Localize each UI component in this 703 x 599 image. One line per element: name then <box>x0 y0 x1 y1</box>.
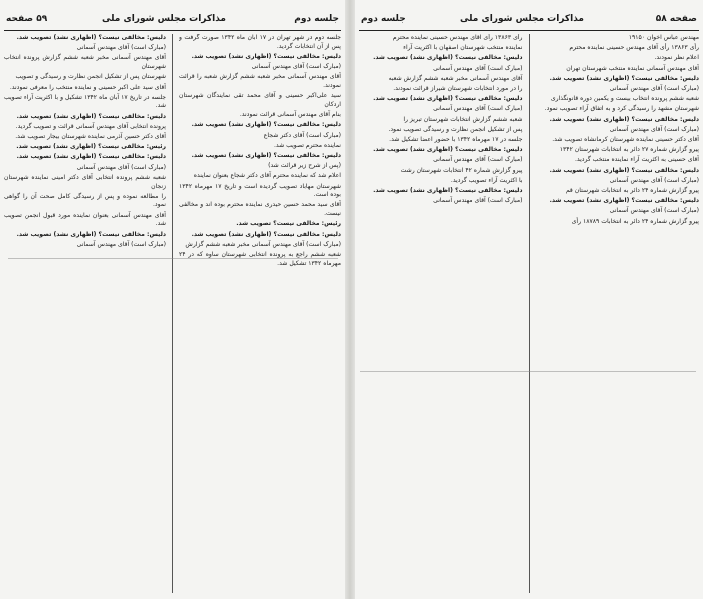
paragraph: آقای مهندس آسمانی بعنوان نماینده مورد قبول انجمن تصویب شد. <box>4 211 166 228</box>
paragraph: (مبارک است) آقای مهندس آسمانی <box>76 163 166 171</box>
paragraph: دلیس: مخالفی نیست؟ (اظهاری نشد) تصویب شد. <box>191 230 341 238</box>
paragraph: پیرو گزارش شماره ۴۲ انتخابات شهرستان رشت <box>400 166 523 174</box>
paragraph: دلیس: مخالفی نیست؟ (اظهاری نشد) تصویب شد. <box>549 166 699 174</box>
paragraph: (مبارک است) آقای مهندس آسمانی <box>251 63 341 71</box>
paragraph: دلیس: مخالفی نیست؟ (اظهاری نشد) تصویب شد. <box>191 121 341 129</box>
header-session: جلسه دوم <box>361 14 406 24</box>
paragraph: دلیس: مخالفی نیست؟ (اظهاری نشد) تصویب شد. <box>16 112 166 120</box>
paragraph: دلیس: مخالفی نیست؟ (اظهاری نشد) تصویب شد. <box>191 151 341 159</box>
paragraph: دلیس: مخالفی نیست؟ (اظهاری نشد) تصویب شد. <box>373 95 523 103</box>
paragraph: (مبارک است) آقای دکتر شجاع <box>263 131 341 139</box>
paragraph: آقای دکتر حسینی نماینده شهرستان کرمانشاه تصویب شد. <box>552 136 699 144</box>
paragraph: دلیس: مخالفی نیست؟ (اظهاری نشد) تصویب شد. <box>16 153 166 161</box>
paragraph: پیرو گزارش شماره ۲۴ دائر به انتخابات شهرستان قم <box>565 187 699 195</box>
text-columns <box>4 34 341 593</box>
paragraph: با اکثریت آراء تصویب گردید. <box>450 176 523 184</box>
paragraph: شهرستان پس از تشکیل انجمن نظارت و رسیدگی و تصویب <box>15 73 166 81</box>
scan-artifact-line <box>360 371 696 372</box>
page-header-58 <box>359 8 699 31</box>
paragraph: دلیس: مخالفی نیست؟ (اظهاری نشد) تصویب شد. <box>16 230 166 238</box>
text-column-left <box>4 34 166 593</box>
paragraph: پیرو گزارش شماره ۲۷ دائر به انتخابات شهرستان ۱۳۴۲ <box>559 146 699 154</box>
paragraph: (مبارک است) آقای مهندس آسمانی <box>76 240 166 248</box>
page-header-59 <box>4 8 341 31</box>
paragraph: بنام آقای مهندس آسمانی قرائت نمودند. <box>239 111 341 119</box>
paragraph: شهرستان مشهد را رسیدگی کرد و به اتفاق آراء تصویب نمود. <box>544 105 699 113</box>
paragraph: آقای دکتر حسین آذرمی نماینده شهرستان بیجار تصویب شد. <box>15 133 166 141</box>
header-title: مذاکرات مجلس شورای ملی <box>459 14 584 24</box>
paragraph: دلیس: مخالفی نیست؟ (اظهاری نشد) تصویب شد. <box>191 52 341 60</box>
paragraph: دلیس: مخالفی نیست؟ (اظهاری نشد) تصویب شد. <box>373 54 523 62</box>
paragraph: (مبارک است) آقای مهندس آسمانی <box>76 44 166 52</box>
text-columns <box>359 34 699 593</box>
paragraph: شعبه ششم پرونده انتخاب بیست و یکمین دوره قانونگذاری <box>550 95 699 103</box>
paragraph: سید علی‌اکبر حسینی و آقای محمد تقی نمایندگان شهرستان اردکان <box>179 92 341 108</box>
text-column-left <box>359 34 523 593</box>
header-page-number: ۵۹ صفحه <box>6 14 48 24</box>
paragraph: اعلام شد که نماینده محترم آقای دکتر شجاع بعنوان نماینده <box>193 172 341 180</box>
paragraph: پس از تشکیل انجمن نظارت و رسیدگی تصویب نمود. <box>388 125 523 133</box>
paragraph: (مبارک است) آقای مهندس آسمانی <box>609 125 699 133</box>
paragraph: جلسه دوم در شهر تهران در ۱۷ آبان ماه ۱۳۴۲ صورت گرفت و پس از آن انتخابات گردید. <box>179 34 341 50</box>
paragraph: آقای مهندس آسمانی نماینده منتخب شهرستان تهران <box>566 64 699 72</box>
paragraph: (مبارک است) آقای مهندس آسمانی <box>609 207 699 215</box>
paragraph: آقای مهندس آسمانی مخبر شعبه ششم گزارش شعبه را قرائت نمودند. <box>179 73 341 90</box>
paragraph: (مبارک است) آقای مهندس آسمانی <box>433 105 523 113</box>
paragraph: پیرو گزارش شماره ۲۴ دائر به انتخابات ۱۸۷۸۹ رأی <box>571 217 699 225</box>
text-column-right <box>179 34 341 593</box>
paragraph: (مبارک است) آقای مهندس آسمانی مخبر شعبه ششم گزارش <box>185 240 341 248</box>
paragraph: شعبه ششم راجع به پرونده انتخابی شهرستان ساوه که در ۲۴ مهرماه ۱۳۴۲ تشکیل شد. <box>179 250 341 267</box>
paragraph: دلیس: مخالفی نیست؟ (اظهاری نشد) تصویب شد. <box>16 34 166 41</box>
page-58 <box>355 0 703 599</box>
paragraph: دلیس: مخالفی نیست؟ (اظهاری نشد) تصویب شد. <box>549 115 699 123</box>
paragraph: رأی ۱۳۸۶۳ رأی آقای مهندس حسینی نماینده محترم <box>392 34 523 41</box>
page-gutter <box>345 0 355 599</box>
paragraph: شعبه ششم گزارش انتخابات شهرستان تبریز را <box>403 115 523 123</box>
paragraph: رئیس: مخالفی نیست؟ تصویب شد. <box>236 220 341 228</box>
paragraph: نماینده منتخب شهرستان اصفهان با اکثریت آراء <box>403 44 523 52</box>
paragraph: اعلام نظر نمودند. <box>654 54 699 62</box>
paragraph: دلیس: مخالفی نیست؟ (اظهاری نشد) تصویب شد. <box>549 74 699 82</box>
paragraph: (مبارک است) آقای مهندس آسمانی <box>609 176 699 184</box>
scan-artifact-line <box>8 258 338 259</box>
paragraph: جلسه در ۱۷ مهرماه ۱۳۴۲ با حضور اعضا تشکیل شد. <box>389 136 523 144</box>
paragraph: را مطالعه نموده و پس از رسیدگی کامل صحت آن را گواهی نمود. <box>4 192 166 209</box>
paragraph: نماینده محترم تصویب شد. <box>273 141 341 149</box>
paragraph: جلسه در تاریخ ۱۷ آبان ماه ۱۳۴۲ تشکیل و با اکثریت آراء تصویب شد. <box>4 93 166 110</box>
header-page-number: صفحه ۵۸ <box>655 14 697 24</box>
paragraph: آقای مهندس آسمانی مخبر شعبه ششم گزارش پرونده انتخاب شهرستان <box>4 54 166 71</box>
paragraph: را در مورد انتخابات شهرستان شیراز قرائت نمودند. <box>393 85 523 93</box>
paragraph: (مبارک است) آقای مهندس آسمانی <box>433 197 523 205</box>
paragraph: (مبارک است) آقای مهندس آسمانی <box>609 85 699 93</box>
paragraph: رئیس: مخالفی نیست؟ (اظهاری نشد) تصویب شد. <box>16 143 166 151</box>
paragraph: دلیس: مخالفی نیست؟ (اظهاری نشد) تصویب شد. <box>549 197 699 205</box>
paragraph: (پس از شرح زیر قرائت شد) <box>268 162 341 170</box>
paragraph: آقای سید علی اکبر حسینی و نماینده منتخب را معرفی نمودند. <box>9 83 166 91</box>
paragraph: شهرستان مهاباد تصویب گردیده است و تاریخ ۱۷ مهرماه ۱۳۴۲ بوده است. <box>179 182 341 199</box>
paragraph: دلیس: مخالفی نیست؟ (اظهاری نشد) تصویب شد. <box>373 146 523 154</box>
paragraph: آقای مهندس آسمانی مخبر شعبه ششم گزارش شعبه <box>388 74 523 82</box>
column-divider <box>529 34 530 593</box>
paragraph: (مبارک است) آقای مهندس آسمانی <box>433 64 523 72</box>
header-session: جلسه دوم <box>294 14 339 24</box>
column-divider <box>172 34 173 593</box>
page-59 <box>0 0 345 599</box>
paragraph: مهندس عباس آخوان ۱۹۱۵۰ <box>628 34 699 41</box>
paragraph: پرونده انتخابی آقای مهندس آسمانی قرائت و تصویب گردید. <box>15 122 166 130</box>
text-column-right <box>536 34 700 593</box>
paragraph: شعبه ششم پرونده انتخابی آقای دکتر امینی نماینده شهرستان زنجان <box>4 173 166 190</box>
paragraph: رأی ۱۳۸۶۳ رأی آقای مهندس حسینی نماینده محترم <box>569 44 699 52</box>
header-title: مذاکرات مجلس شورای ملی <box>101 14 226 24</box>
paragraph: (مبارک است) آقای مهندس آسمانی <box>433 156 523 164</box>
paragraph: آقای سید محمد حسین حیدری نماینده محترم بوده اند و مخالفی نیست. <box>179 201 341 218</box>
paragraph: آقای حسینی به اکثریت آراء نماینده منتخب گردید. <box>574 156 699 164</box>
paragraph: دلیس: مخالفی نیست؟ (اظهاری نشد) تصویب شد. <box>373 187 523 195</box>
